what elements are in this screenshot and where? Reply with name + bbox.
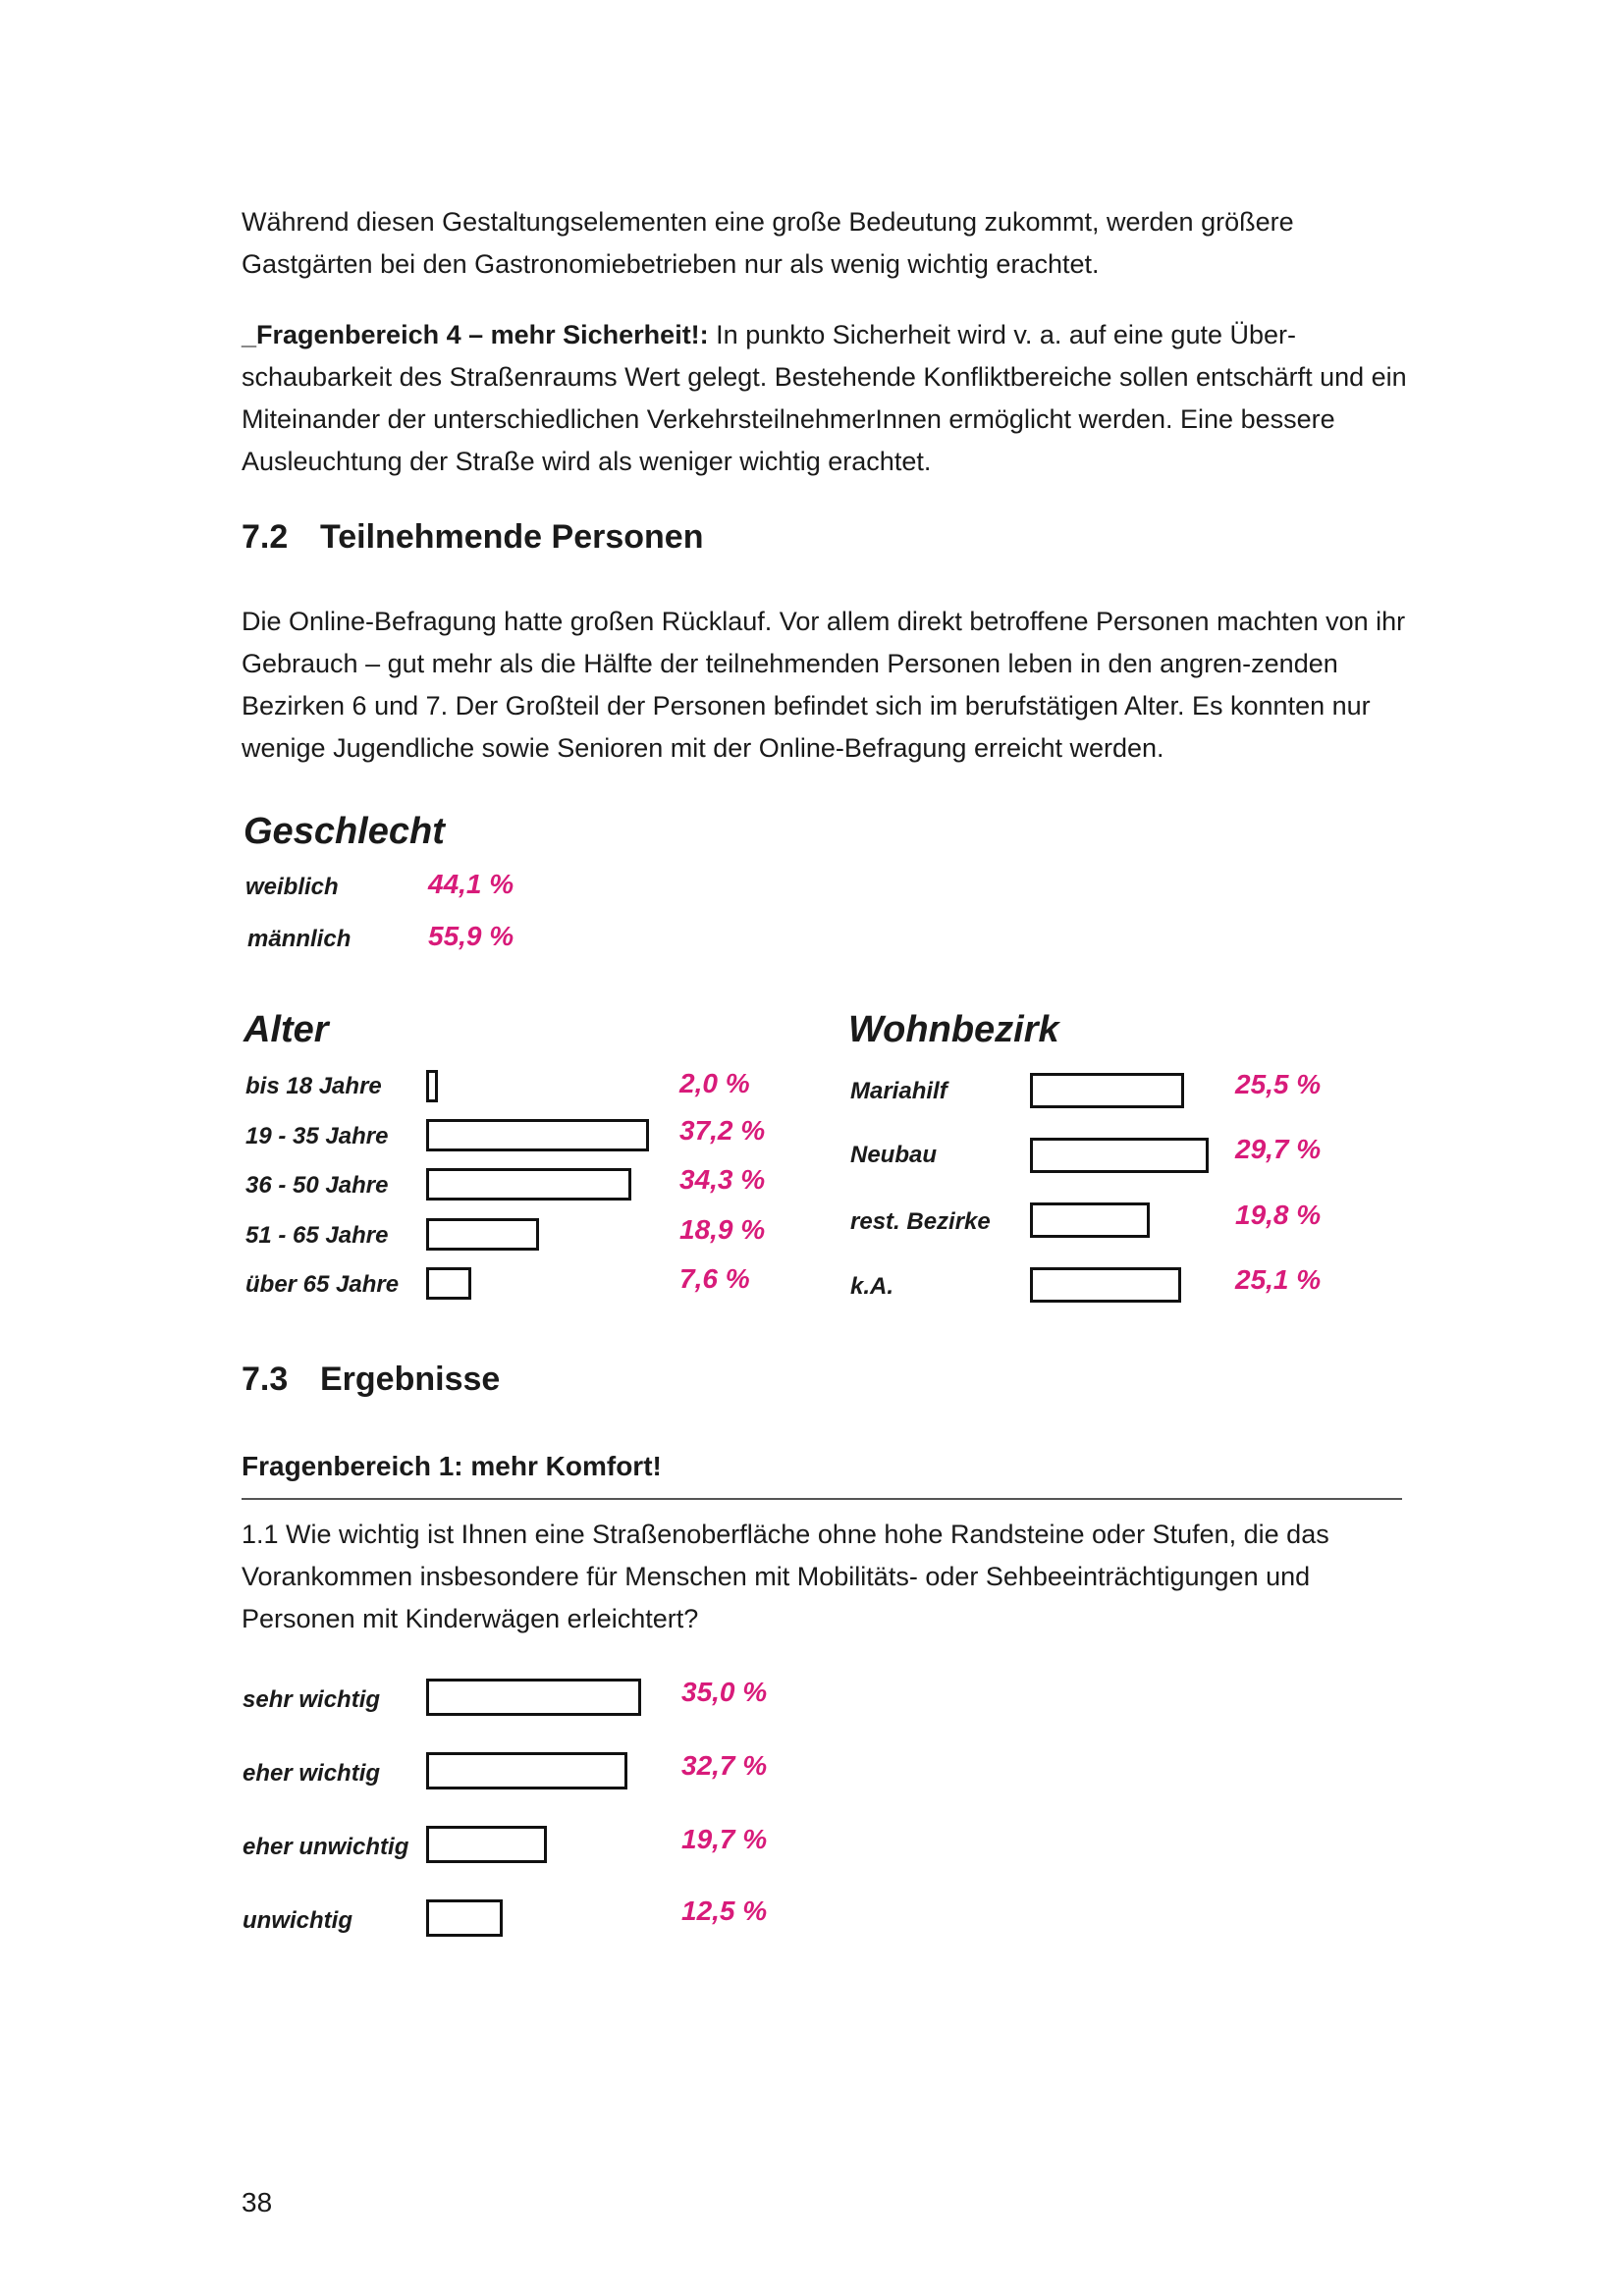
geschlecht-value-weiblich: 44,1 % xyxy=(428,869,514,899)
wohnbezirk-value-rest-bezirke: 19,8 % xyxy=(1235,1200,1322,1230)
chart-title-wohnbezirk: Wohnbezirk xyxy=(848,1009,1059,1050)
chart-title-alter: Alter xyxy=(243,1009,329,1050)
geschlecht-value-maennlich: 55,9 % xyxy=(428,921,514,951)
frage-label-eher-unwichtig: eher unwichtig xyxy=(243,1834,409,1860)
wohnbezirk-bar-mariahilf xyxy=(1030,1073,1184,1108)
alter-bar-bis-18 xyxy=(426,1070,438,1102)
wohnbezirk-bar-neubau xyxy=(1030,1138,1209,1173)
frage-value-eher-unwichtig: 19,7 % xyxy=(681,1824,768,1854)
divider-line xyxy=(242,1498,1402,1500)
alter-label-19-35: 19 - 35 Jahre xyxy=(245,1123,389,1149)
alter-value-bis-18: 2,0 % xyxy=(679,1068,750,1098)
section-number: 7.2 xyxy=(242,518,289,556)
alter-bar-19-35 xyxy=(426,1119,649,1151)
intro-paragraph-2 xyxy=(242,314,1410,483)
alter-bar-ueber-65 xyxy=(426,1267,471,1300)
wohnbezirk-label-mariahilf: Mariahilf xyxy=(850,1078,947,1104)
section-number: 7.3 xyxy=(242,1361,289,1398)
fragenbereich-1-heading: Fragenbereich 1: mehr Komfort! xyxy=(242,1451,662,1481)
wohnbezirk-value-neubau: 29,7 % xyxy=(1235,1134,1322,1164)
frage-bar-eher-wichtig xyxy=(426,1752,627,1789)
wohnbezirk-value-mariahilf: 25,5 % xyxy=(1235,1069,1322,1099)
section-heading-7-3 xyxy=(242,1361,500,1399)
frage-bar-eher-unwichtig xyxy=(426,1826,547,1863)
frage-label-sehr-wichtig: sehr wichtig xyxy=(243,1686,381,1713)
wohnbezirk-bar-ka xyxy=(1030,1267,1181,1303)
alter-label-bis-18: bis 18 Jahre xyxy=(245,1073,382,1099)
alter-label-ueber-65: über 65 Jahre xyxy=(245,1271,400,1298)
frage-bar-unwichtig xyxy=(426,1899,503,1937)
fragenbereich-4-text: In punkto Sicherheit wird v. a. auf eine gute Über-schaubarkeit des Straßenraums Wert gelegt. Bestehende Konfliktbereiche sollen entschärft und ein Miteinander der unterschiedlichen VerkehrsteilnehmerInnen ermöglicht werden. Eine bessere Ausleuchtung der Straße wird als weniger wichtig erachtet. xyxy=(242,320,1407,476)
intro-paragraph-1: Während diesen Gestaltungselementen eine große Bedeutung zukommt, werden größere Gastgärten bei den Gastronomiebetrieben nur als wenig wichtig erachtet. xyxy=(242,207,1294,279)
alter-value-36-50: 34,3 % xyxy=(679,1164,766,1195)
page-number: 38 xyxy=(242,2187,273,2217)
alter-bar-36-50 xyxy=(426,1168,631,1201)
alter-value-51-65: 18,9 % xyxy=(679,1214,766,1245)
alter-value-ueber-65: 7,6 % xyxy=(679,1263,750,1294)
wohnbezirk-value-ka: 25,1 % xyxy=(1235,1264,1322,1295)
section-7-2-text: Die Online-Befragung hatte großen Rücklauf. Vor allem direkt betroffene Personen machten von ihr Gebrauch – gut mehr als die Hälfte der teilnehmenden Personen leben in den angren-zenden Bezirken 6 und 7. Der Großteil der Personen befindet sich im berufstätigen Alter. Es konnten nur wenige Jugendliche sowie Senioren mit der Online-Befragung erreicht werden. xyxy=(242,607,1406,763)
alter-label-51-65: 51 - 65 Jahre xyxy=(245,1222,389,1249)
alter-value-19-35: 37,2 % xyxy=(679,1115,766,1146)
wohnbezirk-bar-rest-bezirke xyxy=(1030,1202,1150,1238)
geschlecht-label-weiblich: weiblich xyxy=(245,874,339,900)
frage-value-sehr-wichtig: 35,0 % xyxy=(681,1677,768,1707)
alter-label-36-50: 36 - 50 Jahre xyxy=(245,1172,389,1199)
frage-value-eher-wichtig: 32,7 % xyxy=(681,1750,768,1781)
geschlecht-label-maennlich: männlich xyxy=(247,926,352,952)
wohnbezirk-label-rest-bezirke: rest. Bezirke xyxy=(850,1208,991,1235)
section-title: Ergebnisse xyxy=(320,1361,501,1398)
question-1-1: 1.1 Wie wichtig ist Ihnen eine Straßenoberfläche ohne hohe Randsteine oder Stufen, die das Vorankommen insbesondere für Menschen mit Mobilitäts- oder Sehbeeinträchtigungen und Personen mit Kinderwägen erleichtert? xyxy=(242,1520,1329,1633)
section-heading-7-2 xyxy=(242,518,703,557)
wohnbezirk-label-neubau: Neubau xyxy=(850,1142,938,1168)
chart-title-geschlecht: Geschlecht xyxy=(243,811,445,852)
frage-value-unwichtig: 12,5 % xyxy=(681,1896,768,1926)
section-title: Teilnehmende Personen xyxy=(320,518,704,556)
fragenbereich-4-label: _Fragenbereich 4 – mehr Sicherheit!: xyxy=(242,320,709,349)
wohnbezirk-label-ka: k.A. xyxy=(850,1273,894,1300)
frage-bar-sehr-wichtig xyxy=(426,1679,641,1716)
frage-label-unwichtig: unwichtig xyxy=(243,1907,352,1934)
frage-label-eher-wichtig: eher wichtig xyxy=(243,1760,381,1787)
alter-bar-51-65 xyxy=(426,1218,539,1251)
